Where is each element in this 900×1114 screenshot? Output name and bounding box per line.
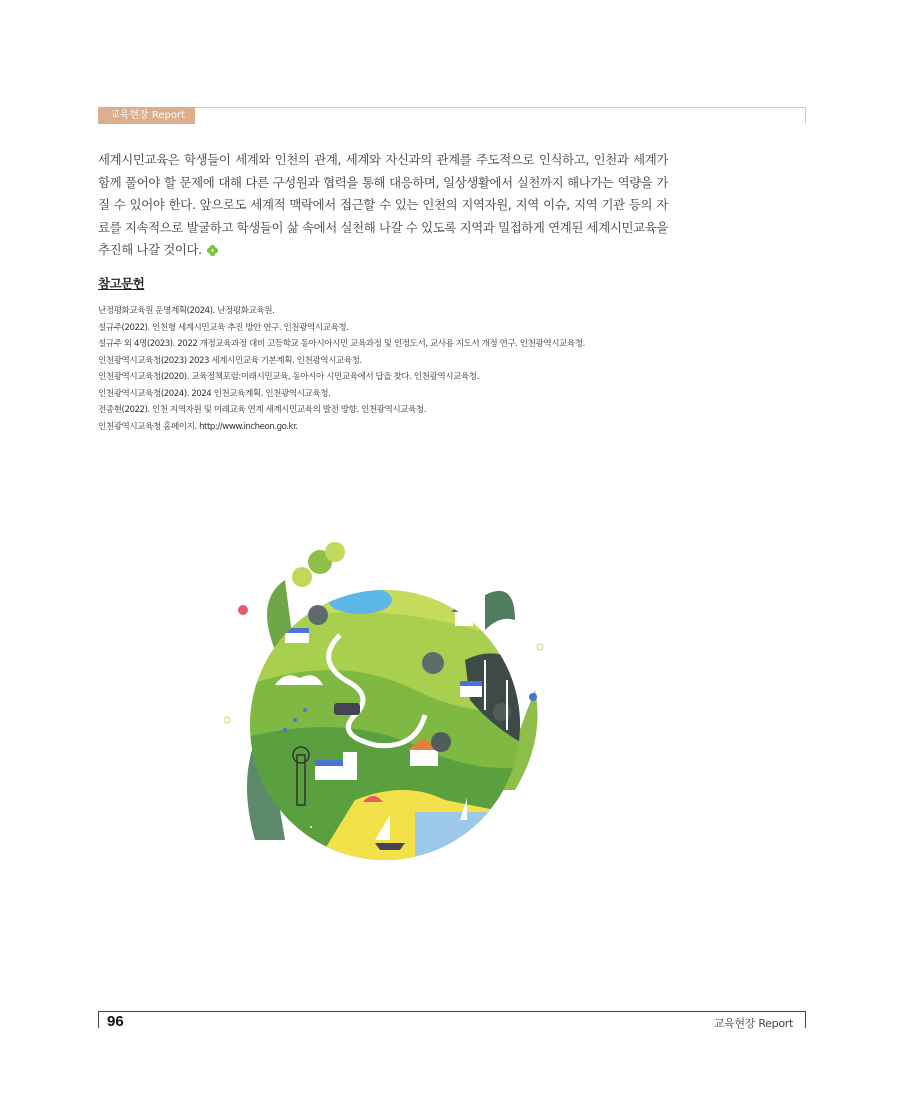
footer-rule [98, 1011, 805, 1012]
header-rule [98, 107, 805, 108]
body-paragraph-text: 세계시민교육은 학생들이 세계와 인천의 관계, 세계와 자신과의 관계를 주도적으로 인식하고, 인천과 세계가 함께 풀어야 할 문제에 대해 다른 구성원과 협력을 통해 대응하며, 일상생활에서 실천까지 해나가는 역량을 가질 수 있어야 한다. 앞으로도 세계적 맥락에서 접근할 수 있는 인천의 지역자원, 지역 이슈, 지역 기관 등의 자료를 지속적으로 발굴하고 학생들이 삶 속에서 실천해 나갈 수 있도록 지역과 밀접하게 연계된 세계시민교육을 추진해 나갈 것이다. [98, 152, 668, 257]
footer-title: 교육현장 Report [713, 1017, 793, 1030]
reference-item: 인천광역시교육청 홈페이지. http://www.incheon.go.kr. [98, 421, 298, 432]
section-label: 교육현장 Report [98, 107, 195, 124]
references-title: 참고문헌 [98, 276, 145, 291]
footer-right-tick [805, 1011, 806, 1028]
reference-item: 전종현(2022). 인천 지역자원 및 미래교육 연계 세계시민교육의 발전 방향. 인천광역시교육청. [98, 405, 427, 415]
body-paragraph [98, 149, 668, 262]
reference-item: 인천광역시교육청(2023) 2023 세계시민교육 기본계획. 인천광역시교육청. [98, 355, 362, 366]
page-number: 96 [107, 1013, 124, 1030]
reference-item: 설규주(2022). 인천형 세계시민교육 추진 방안 연구. 인천광역시교육청. [98, 322, 349, 333]
header-rule-end [805, 107, 806, 124]
reference-item: 인천광역시교육청(2020). 교육정책포럼:미래시민교육, 동아시아 시민교육에서 답을 찾다. 인천광역시교육청. [98, 372, 479, 382]
reference-item: 설규주 외 4명(2023). 2022 개정교육과정 대비 고등학교 동아시아시민 교육과정 및 인정도서, 교사용 지도서 개정 연구. 인천광역시교육청. [98, 339, 585, 349]
reference-item: 난정평화교육원 운영계획(2024). 난정평화교육원. [98, 306, 275, 316]
footer-left-tick [98, 1011, 99, 1028]
reference-item: 인천광역시교육청(2024). 2024 인천교육계획. 인천광역시교육청. [98, 388, 331, 399]
eco-world-illustration [215, 540, 565, 865]
clover-icon [206, 244, 219, 257]
references-list [98, 303, 718, 435]
